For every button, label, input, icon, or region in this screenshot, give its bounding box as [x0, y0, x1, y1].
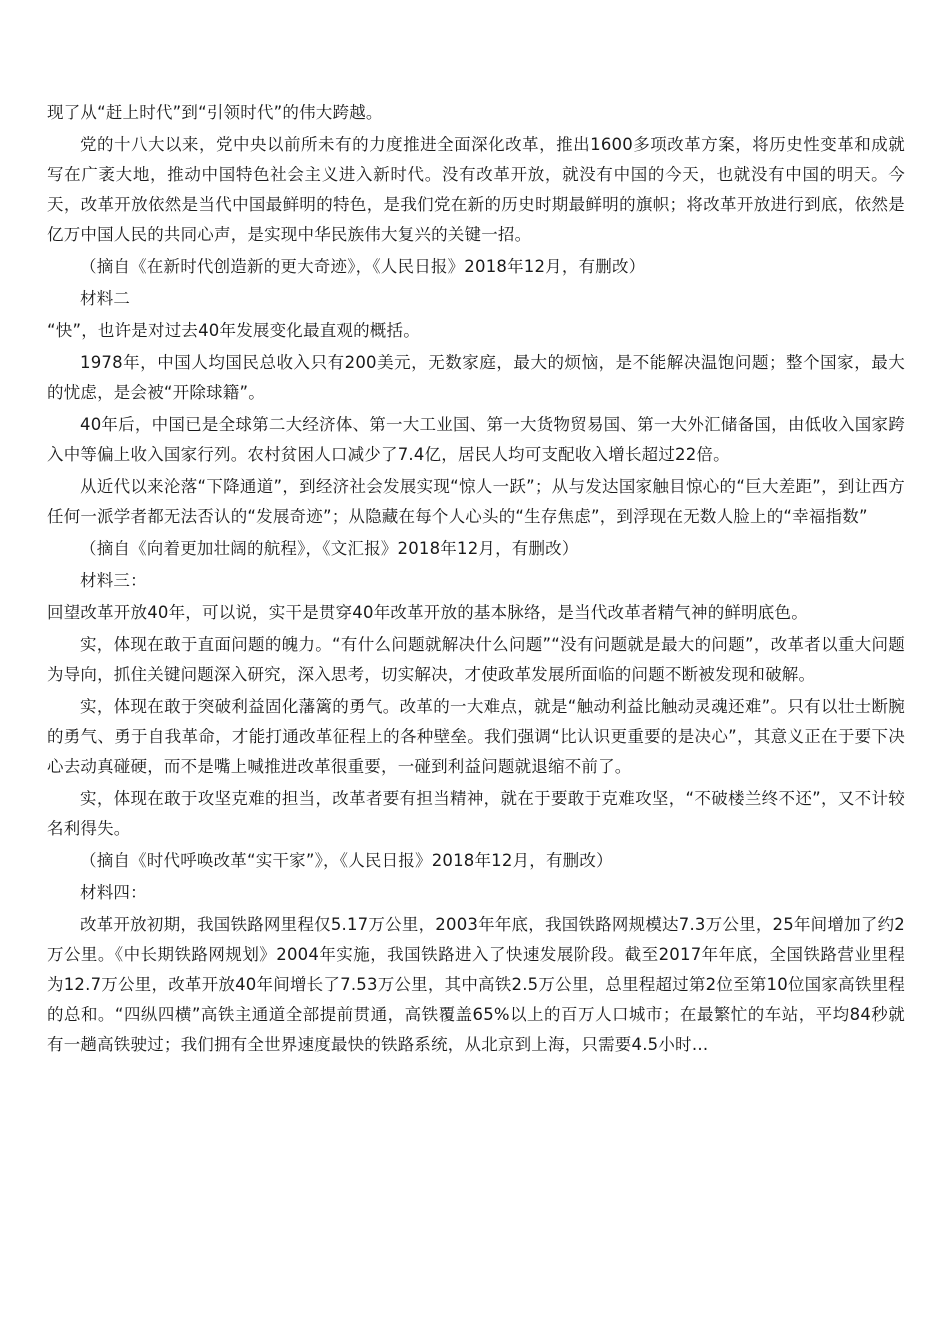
source-citation-3: （摘自《时代呼唤改革“实干家”》，《人民日报》2018年12月，有删改） [80, 851, 613, 870]
paragraph-railway: 改革开放初期，我国铁路网里程仅5.17万公里，2003年年底，我国铁路网规模达7.3万公里，25年间增加了约2万公里。《中长期铁路网规划》2004年实施，我国铁路进入了快速发展阶段。截至2017年年底，全国铁路营业里程为12.7万公里，改革开放40年间增长了7.53万公里，其中高铁2.5万公里，总里程超过第2位至第10位国家高铁里程的总和。“四纵四横”高铁主通道全部提前贯通，高铁覆盖65%以上的百万人口城市；在最繁忙的车站，平均84秒就有一趟高铁驶过；我们拥有全世界速度最快的铁路系统，从北京到上海，只需要4.5小时… [47, 915, 905, 1054]
paragraph-1978: 1978年，中国人均国民总收入只有200美元，无数家庭，最大的烦恼，是不能解决温饱问题；整个国家，最大的忧虑，是会被“开除球籍”。 [47, 353, 905, 402]
document-body [47, 98, 905, 1062]
paragraph-breaking-interests: 实，体现在敢于突破利益固化藩篱的勇气。改革的一大难点，就是“触动利益比触动灵魂还难”。只有以壮士断腕的勇气、勇于自我革命，才能打通改革征程上的各种壁垒。我们强调“比认识更重要的是决心”，其意义正在于要下决心去动真碰硬，而不是嘴上喊推进改革很重要，一碰到利益问题就退缩不前了。 [47, 697, 905, 776]
material-4-heading: 材料四： [80, 883, 147, 902]
paragraph-40-years-later: 40年后，中国已是全球第二大经济体、第一大工业国、第一大货物贸易国、第一大外汇储备国，由低收入国家跨入中等偏上收入国家行列。农村贫困人口减少了7.4亿，居民人均可支配收入增长超过22倍。 [47, 415, 905, 464]
material-3-heading: 材料三： [80, 571, 147, 590]
paragraph-speed: “快”，也许是对过去40年发展变化最直观的概括。 [47, 321, 420, 340]
source-citation-2: （摘自《向着更加壮阔的航程》，《文汇报》2018年12月，有删改） [80, 539, 579, 558]
paragraph-looking-back: 回望改革开放40年，可以说，实干是贯穿40年改革开放的基本脉络，是当代改革者精气神的鲜明底色。 [47, 603, 808, 622]
paragraph-tackling-difficulties: 实，体现在敢于攻坚克难的担当，改革者要有担当精神，就在于要敢于克难攻坚，“不破楼兰终不还”，又不计较名利得失。 [47, 789, 905, 838]
paragraph-courage-facing-problems: 实，体现在敢于直面问题的魄力。“有什么问题就解决什么问题”“没有问题就是最大的问题”，改革者以重大问题为导向，抓住关键问题深入研究，深入思考，切实解决，才使政革发展所面临的问题不断被发现和破解。 [47, 635, 905, 684]
material-2-heading: 材料二 [80, 289, 131, 308]
source-citation-1: （摘自《在新时代创造新的更大奇迹》，《人民日报》2018年12月，有删改） [80, 257, 646, 276]
paragraph-modern-history: 从近代以来沦落“下降通道”，到经济社会发展实现“惊人一跃”；从与发达国家触目惊心的“巨大差距”，到让西方任何一派学者都无法否认的“发展奇迹”；从隐藏在每个人心头的“生存焦虑”，到浮现在无数人脸上的“幸福指数” [47, 477, 905, 526]
paragraph-reform-since-18th-congress: 党的十八大以来，党中央以前所未有的力度推进全面深化改革，推出1600多项改革方案，将历史性变革和成就写在广袤大地，推动中国特色社会主义进入新时代。没有改革开放，就没有中国的今天，也就没有中国的明天。今天，改革开放依然是当代中国最鲜明的特色，是我们党在新的历史时期最鲜明的旗帜；将改革开放进行到底，依然是亿万中国人民的共同心声，是实现中华民族伟大复兴的关键一招。 [47, 135, 905, 244]
paragraph-continuation: 现了从“赶上时代”到“引领时代”的伟大跨越。 [47, 103, 383, 122]
